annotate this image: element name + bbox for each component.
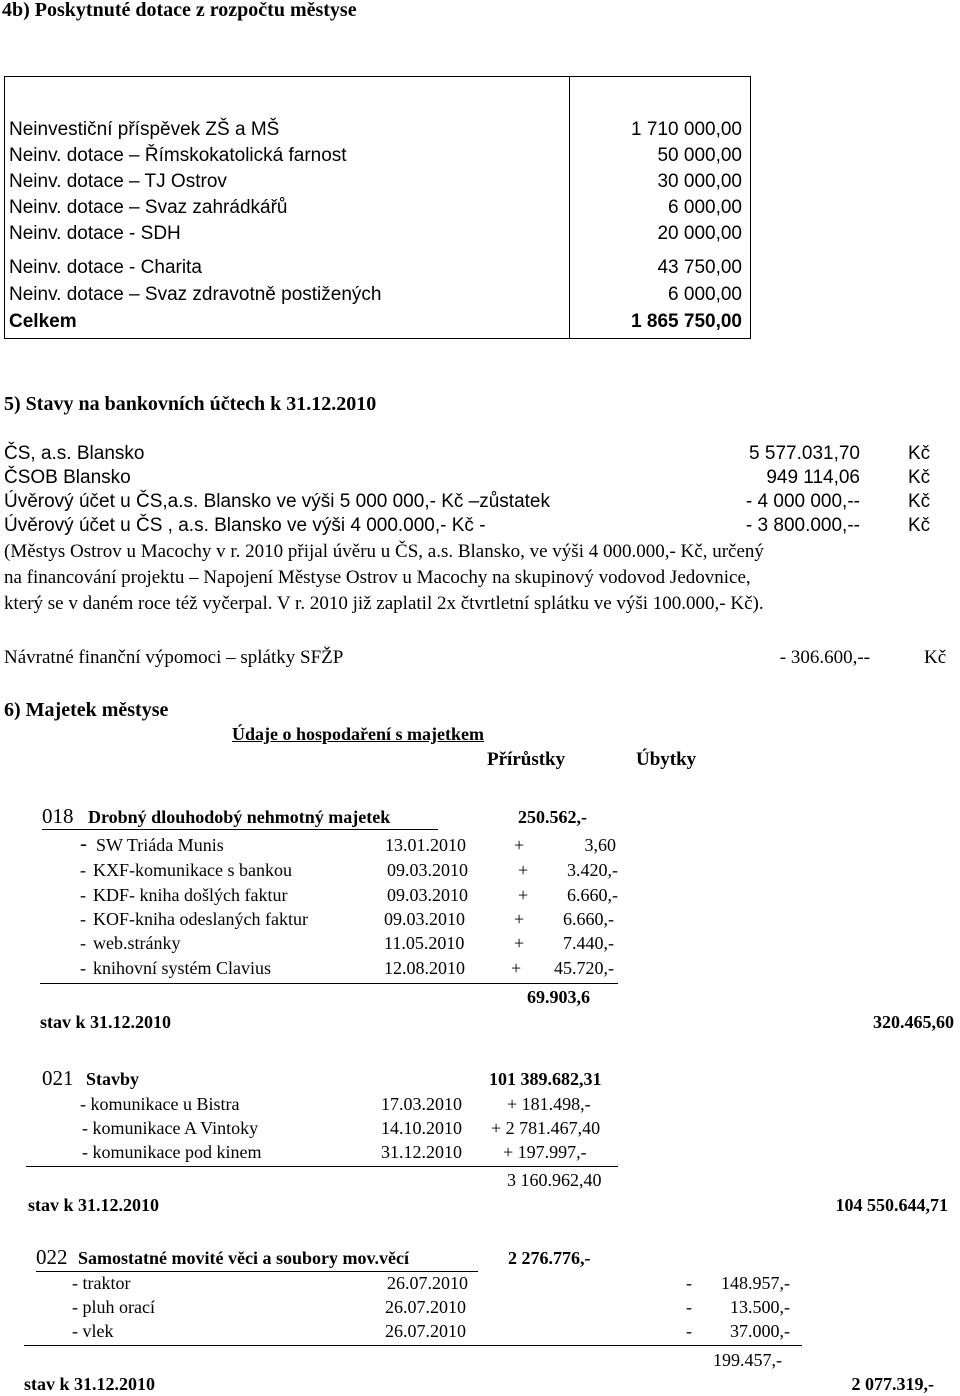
account-label: ČS, a.s. Blansko <box>4 443 145 464</box>
item-amount: 148.957,- <box>721 1273 790 1293</box>
account-unit: Kč <box>908 491 931 512</box>
repayment-value: - 306.600,-- <box>779 647 870 668</box>
item-amount: + 197.997,- <box>503 1142 587 1162</box>
repayment-unit: Kč <box>924 647 947 668</box>
account-unit: Kč <box>908 467 931 488</box>
item-sign: + <box>518 885 529 905</box>
table-row <box>9 284 742 310</box>
asset-opening: 250.562,- <box>518 807 587 827</box>
asset-name: Stavby <box>86 1069 140 1089</box>
item-sign: - <box>686 1273 692 1293</box>
table-row <box>9 145 742 171</box>
account-value: - 3 800.000,-- <box>745 515 860 536</box>
grant-label: Neinv. dotace - SDH <box>9 223 181 244</box>
closing-value: 2 077.319,- <box>851 1374 934 1394</box>
table-row <box>9 119 742 145</box>
account-value: - 4 000 000,-- <box>745 491 860 512</box>
section-5-heading: 5) Stavy na bankovních účtech k 31.12.2010 <box>4 393 377 415</box>
grant-value: 6 000,00 <box>668 284 742 305</box>
section-6-heading: 6) Majetek městyse <box>4 699 169 721</box>
item-amount: 6.660,- <box>567 885 618 905</box>
table-border-bottom <box>4 338 751 339</box>
item-date: 17.03.2010 <box>381 1094 462 1114</box>
item-dash: - <box>80 933 86 953</box>
section-4b-heading: 4b) Poskytnuté dotace z rozpočtu městyse <box>2 0 357 21</box>
table-border-right <box>750 76 751 339</box>
table-row <box>9 223 742 249</box>
account-unit: Kč <box>908 515 931 536</box>
item-name: KOF-kniha odeslaných faktur <box>93 909 308 929</box>
item-amount: 7.440,- <box>563 933 614 953</box>
asset-code: 018 <box>42 804 74 828</box>
item-name: - komunikace pod kinem <box>82 1142 262 1162</box>
item-amount: 37.000,- <box>730 1321 790 1341</box>
asset-subtotal: 199.457,- <box>713 1350 782 1370</box>
grant-value: 43 750,00 <box>657 257 742 278</box>
account-value: 949 114,06 <box>766 467 860 488</box>
item-dash: - <box>80 831 87 855</box>
item-name: - traktor <box>72 1273 131 1293</box>
item-sign: + <box>514 933 525 953</box>
closing-label: stav k 31.12.2010 <box>24 1374 156 1394</box>
item-name: - vlek <box>72 1321 114 1341</box>
closing-label: stav k 31.12.2010 <box>28 1195 160 1215</box>
loan-note-line: (Městys Ostrov u Macochy v r. 2010 přijal úvěru u ČS, a.s. Blansko, ve výši 4 000.000,- Kč, určený <box>4 541 764 562</box>
item-amount: + 2 781.467,40 <box>491 1118 601 1138</box>
item-date: 14.10.2010 <box>381 1118 462 1138</box>
grant-label: Neinv. dotace - Charita <box>9 257 202 278</box>
item-name: KDF- kniha došlých faktur <box>93 885 288 905</box>
subtotal-rule <box>40 983 618 984</box>
item-name: web.stránky <box>93 933 181 953</box>
underline <box>36 1271 478 1272</box>
underline <box>42 829 438 830</box>
grant-value: 30 000,00 <box>657 171 742 192</box>
item-date: 09.03.2010 <box>384 909 465 929</box>
account-label: ČSOB Blansko <box>4 467 131 488</box>
subtotal-rule <box>26 1166 618 1167</box>
total-value: 1 865 750,00 <box>631 311 742 332</box>
table-row <box>9 257 742 283</box>
item-name: knihovní systém Clavius <box>93 958 272 978</box>
item-amount: 13.500,- <box>730 1297 790 1317</box>
item-name: KXF-komunikace s bankou <box>93 860 292 880</box>
table-total-row <box>9 311 742 337</box>
item-dash: - <box>80 909 86 929</box>
asset-subheading: Údaje o hospodaření s majetkem <box>232 724 484 744</box>
asset-name: Samostatné movité věci a soubory mov.věcí <box>78 1248 409 1268</box>
asset-name: Drobný dlouhodobý nehmotný majetek <box>88 807 391 827</box>
closing-value: 320.465,60 <box>873 1012 954 1032</box>
item-date: 12.08.2010 <box>384 958 465 978</box>
item-date: 11.05.2010 <box>384 933 465 953</box>
total-label: Celkem <box>9 311 77 332</box>
item-sign: + <box>514 835 525 855</box>
item-amount: 3,60 <box>584 835 616 855</box>
item-sign: + <box>514 909 525 929</box>
closing-value: 104 550.644,71 <box>835 1195 948 1215</box>
grant-value: 20 000,00 <box>657 223 742 244</box>
item-sign: - <box>686 1321 692 1341</box>
item-sign: + <box>518 860 529 880</box>
item-name: - komunikace u Bistra <box>80 1094 240 1114</box>
item-amount: + 181.498,- <box>507 1094 591 1114</box>
item-name: - pluh orací <box>72 1297 155 1317</box>
item-dash: - <box>80 885 86 905</box>
asset-subtotal: 69.903,6 <box>527 987 590 1007</box>
grant-value: 6 000,00 <box>668 197 742 218</box>
account-value: 5 577.031,70 <box>749 443 860 464</box>
account-unit: Kč <box>908 443 931 464</box>
table-border-left <box>4 76 5 339</box>
closing-label: stav k 31.12.2010 <box>40 1012 172 1032</box>
column-additions: Přírůstky <box>487 749 566 770</box>
asset-opening: 101 389.682,31 <box>489 1069 602 1089</box>
account-label: Úvěrový účet u ČS,a.s. Blansko ve výši 5 000 000,- Kč –zůstatek <box>4 491 550 512</box>
asset-code: 021 <box>42 1066 74 1090</box>
item-dash: - <box>80 958 86 978</box>
item-date: 26.07.2010 <box>385 1297 466 1317</box>
column-disposals: Úbytky <box>636 749 697 770</box>
item-date: 26.07.2010 <box>387 1273 468 1293</box>
grant-value: 1 710 000,00 <box>631 119 742 140</box>
table-border-top <box>4 76 751 77</box>
item-amount: 45.720,- <box>554 958 614 978</box>
asset-code: 022 <box>36 1245 68 1269</box>
subtotal-rule <box>24 1345 802 1346</box>
grant-label: Neinv. dotace – Římskokatolická farnost <box>9 145 347 166</box>
loan-note-line: na financování projektu – Napojení Městyse Ostrov u Macochy na skupinový vodovod Jedovnice, <box>4 567 751 588</box>
grant-value: 50 000,00 <box>657 145 742 166</box>
table-row <box>9 171 742 197</box>
loan-note-line: který se v daném roce též vyčerpal. V r. 2010 již zaplatil 2x čtvrtletní splátku ve výši 100.000,- Kč). <box>4 593 764 614</box>
asset-subtotal: 3 160.962,40 <box>507 1170 602 1190</box>
grant-label: Neinv. dotace – TJ Ostrov <box>9 171 227 192</box>
item-dash: - <box>80 860 86 880</box>
grant-label: Neinv. dotace – Svaz zahrádkářů <box>9 197 288 218</box>
grant-label: Neinv. dotace – Svaz zdravotně postižených <box>9 284 382 305</box>
item-amount: 3.420,- <box>567 860 618 880</box>
repayment-label: Návratné finanční výpomoci – splátky SFŽP <box>4 647 344 668</box>
item-date: 31.12.2010 <box>381 1142 462 1162</box>
item-name: SW Triáda Munis <box>96 835 224 855</box>
item-name: - komunikace A Vintoky <box>82 1118 259 1138</box>
asset-opening: 2 276.776,- <box>508 1248 591 1268</box>
item-amount: 6.660,- <box>563 909 614 929</box>
item-date: 26.07.2010 <box>385 1321 466 1341</box>
item-sign: + <box>511 958 522 978</box>
item-date: 09.03.2010 <box>387 885 468 905</box>
item-sign: - <box>686 1297 692 1317</box>
account-label: Úvěrový účet u ČS , a.s. Blansko ve výši 4 000.000,- Kč - <box>4 515 486 536</box>
grant-label: Neinvestiční příspěvek ZŠ a MŠ <box>9 119 280 140</box>
item-date: 09.03.2010 <box>387 860 468 880</box>
table-row <box>9 197 742 223</box>
item-date: 13.01.2010 <box>385 835 466 855</box>
